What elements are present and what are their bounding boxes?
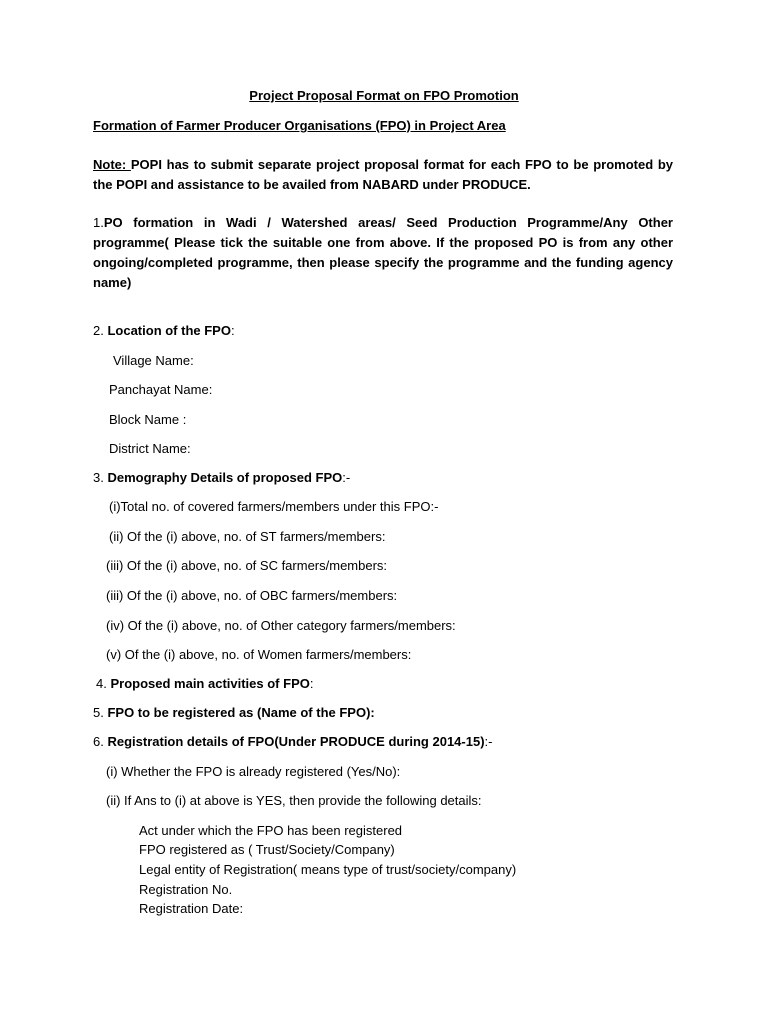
- demography-item-sc: (iii) Of the (i) above, no. of SC farmers/members:: [106, 558, 388, 573]
- registration-item-details: (ii) If Ans to (i) at above is YES, then provide the following details:: [106, 793, 482, 808]
- field-panchayat-name: Panchayat Name:: [109, 382, 213, 397]
- demography-item-total: (i)Total no. of covered farmers/members under this FPO:-: [109, 499, 439, 514]
- section-2-heading: 2. Location of the FPO:: [93, 323, 235, 338]
- document-title: Project Proposal Format on FPO Promotion: [249, 88, 519, 103]
- demography-item-women: (v) Of the (i) above, no. of Women farmers/members:: [106, 647, 412, 662]
- registration-detail-legal-entity: Legal entity of Registration( means type of trust/society/company): [139, 862, 517, 877]
- demography-item-st: (ii) Of the (i) above, no. of ST farmers/members:: [109, 529, 386, 544]
- note-text: POPI has to submit separate project proposal format for each FPO to be promoted by the POPI and assistance to be availed from NABARD under PRODUCE.: [93, 157, 673, 192]
- registration-item-status: (i) Whether the FPO is already registered (Yes/No):: [106, 764, 401, 779]
- field-village-name: Village Name:: [113, 353, 194, 368]
- demography-item-obc: (iii) Of the (i) above, no. of OBC farmers/members:: [106, 588, 398, 603]
- section-4-heading: 4. Proposed main activities of FPO:: [96, 676, 314, 691]
- demography-item-other: (iv) Of the (i) above, no. of Other category farmers/members:: [106, 618, 456, 633]
- field-district-name: District Name:: [109, 441, 191, 456]
- section-6-heading: 6. Registration details of FPO(Under PRODUCE during 2014-15):-: [93, 734, 493, 749]
- section-3-heading: 3. Demography Details of proposed FPO:-: [93, 470, 351, 485]
- registration-detail-number: Registration No.: [139, 882, 233, 897]
- section-1-text: PO formation in Wadi / Watershed areas/ Seed Production Programme/Any Other programme( Please tick the suitable one from above. If the proposed PO is from any other ongoing/completed programme, then please specify the programme and the funding agency name): [93, 215, 673, 290]
- note-label: Note:: [93, 157, 131, 172]
- registration-detail-type: FPO registered as ( Trust/Society/Company): [139, 842, 395, 857]
- section-1-paragraph: [93, 213, 673, 293]
- section-1-number: 1.: [93, 215, 104, 230]
- section-5-heading: 5. FPO to be registered as (Name of the FPO):: [93, 705, 375, 720]
- document-subtitle: Formation of Farmer Producer Organisations (FPO) in Project Area: [93, 118, 506, 133]
- registration-detail-act: Act under which the FPO has been registered: [139, 823, 403, 838]
- field-block-name: Block Name :: [109, 412, 187, 427]
- note-paragraph: [93, 155, 673, 195]
- registration-detail-date: Registration Date:: [139, 901, 244, 916]
